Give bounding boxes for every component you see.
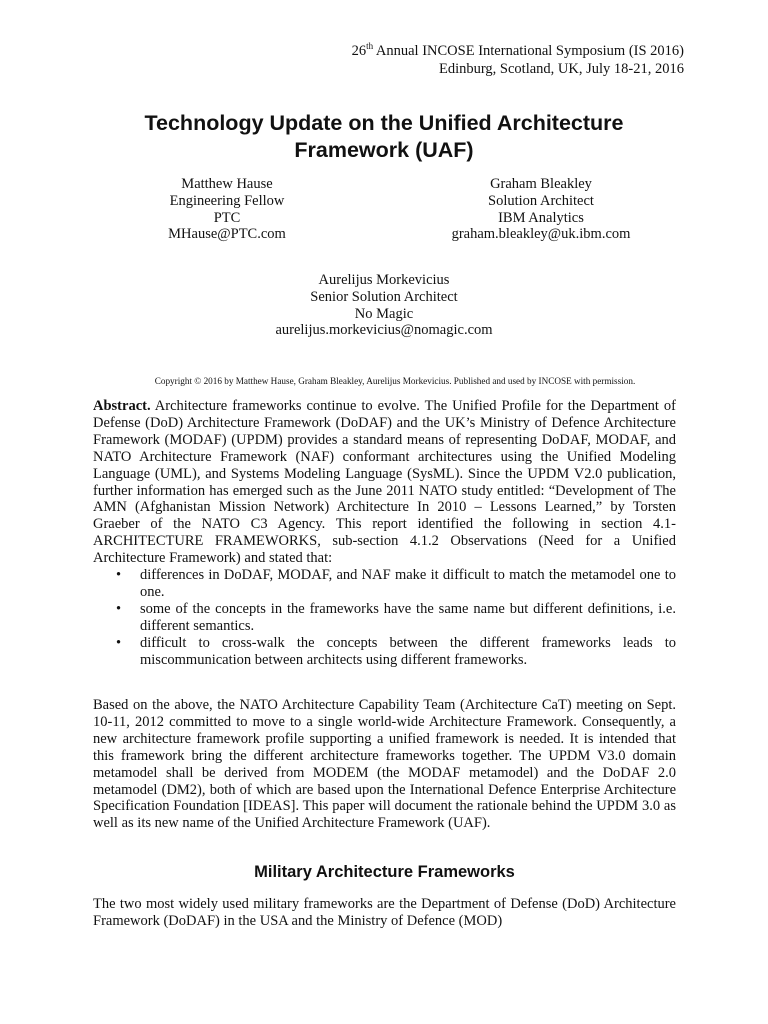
conference-ordinal: 26 bbox=[351, 43, 367, 59]
section-heading: Military Architecture Frameworks bbox=[254, 863, 515, 881]
bullet-text: some of the concepts in the frameworks have the same name but different definitions, i.e. different semantics. bbox=[140, 600, 676, 634]
abstract-text: Architecture frameworks continue to evolve. The Unified Profile for the Department of Defense (DoD) Architecture Framework (DoDAF) and the UK’s Ministry of Defence Architecture Framework (MODAF) (UPDM) provides a standard means of representing DoDAF, MODAF, and NATO Architecture Framework (NAF) conformant architectures using the Unified Modeling Language (UML), and Systems Modeling Language (SysML). Since the UPDM V2.0 publication, further information has emerged such as the June 2011 NATO study entitled: “Development of The AMN (Afghanistan Mission Network) Architecture In 2010 – Lessons Learned,” by Torsten Graeber of the NATO C3 Agency. This report identified the following in section 4.1-ARCHITECTURE FRAMEWORKS, sub-section 4.1.2 Observations (Need for a Unified Architecture Framework) and stated that: bbox=[93, 398, 676, 567]
conference-name bbox=[352, 42, 684, 60]
bullet-icon: • bbox=[116, 600, 122, 617]
author-name: Aurelijus Morkevicius bbox=[318, 272, 450, 288]
abstract-paragraph bbox=[93, 398, 676, 567]
author-role: Solution Architect bbox=[488, 192, 594, 209]
copyright-notice: Copyright © 2016 by Matthew Hause, Graham Bleakley, Aurelijus Morkevicius. Published and used by INCOSE with permission. bbox=[154, 376, 636, 386]
author-org: PTC bbox=[213, 209, 241, 226]
bullet-icon: • bbox=[116, 634, 122, 651]
body-paragraph-2 bbox=[93, 697, 676, 832]
list-item bbox=[93, 567, 676, 601]
author-role: Engineering Fellow bbox=[169, 192, 285, 209]
bullet-text: differences in DoDAF, MODAF, and NAF make it difficult to match the metamodel one to one. bbox=[140, 567, 676, 600]
author-email: graham.bleakley@uk.ibm.com bbox=[451, 226, 631, 243]
author-block-3 bbox=[234, 272, 534, 339]
bullet-text: difficult to cross-walk the concepts between the different frameworks leads to miscommunication between architects using different frameworks. bbox=[140, 634, 676, 668]
list-item bbox=[93, 635, 676, 669]
bullet-icon: • bbox=[116, 567, 122, 584]
author-email: MHause@PTC.com bbox=[168, 226, 286, 243]
conference-location: Edinburg, Scotland, UK, July 18-21, 2016 bbox=[438, 61, 684, 77]
conference-header bbox=[352, 42, 684, 78]
paper-title bbox=[94, 110, 674, 164]
author-email: aurelijus.morkevicius@nomagic.com bbox=[275, 322, 493, 339]
paper-title-line-2: Framework (UAF) bbox=[294, 138, 474, 162]
author-role: Senior Solution Architect bbox=[310, 288, 458, 305]
abstract-section bbox=[93, 398, 676, 669]
abstract-bullet-list bbox=[93, 567, 676, 668]
list-item bbox=[93, 601, 676, 635]
body-paragraph-3 bbox=[93, 896, 676, 930]
author-org: No Magic bbox=[354, 305, 414, 322]
author-name: Graham Bleakley bbox=[490, 176, 592, 192]
author-name: Matthew Hause bbox=[181, 176, 273, 192]
conference-title: Annual INCOSE International Symposium (IS 2016) bbox=[373, 43, 684, 59]
paragraph-text: The two most widely used military frameworks are the Department of Defense (DoD) Architecture Framework (DoDAF) in the USA and the Ministry of Defence (MOD) bbox=[93, 896, 676, 929]
author-org: IBM Analytics bbox=[498, 209, 584, 226]
paragraph-text: Based on the above, the NATO Architecture Capability Team (Architecture CaT) meeting on Sept. 10-11, 2012 committed to move to a single world-wide Architecture Framework. Consequently, a new architecture framework profile supporting a unified framework is needed. It is intended that this framework bring the different architecture frameworks together. The UPDM V3.0 domain metamodel shall be derived from MODEM (the MODAF metamodel) and the DoDAF 2.0 metamodel (DM2), both of which are based upon the International Defence Enterprise Architecture Specification Foundation [IDEAS]. This paper will document the rationale behind the UPDM 3.0 as well as its new name of the Unified Architecture Framework (UAF). bbox=[93, 697, 676, 832]
paper-title-line-1: Technology Update on the Unified Architecture bbox=[144, 111, 624, 135]
author-block-2 bbox=[421, 176, 661, 243]
conference-ordinal-suffix: th bbox=[366, 41, 374, 52]
author-block-1 bbox=[127, 176, 327, 243]
abstract-label: Abstract. bbox=[93, 398, 151, 414]
